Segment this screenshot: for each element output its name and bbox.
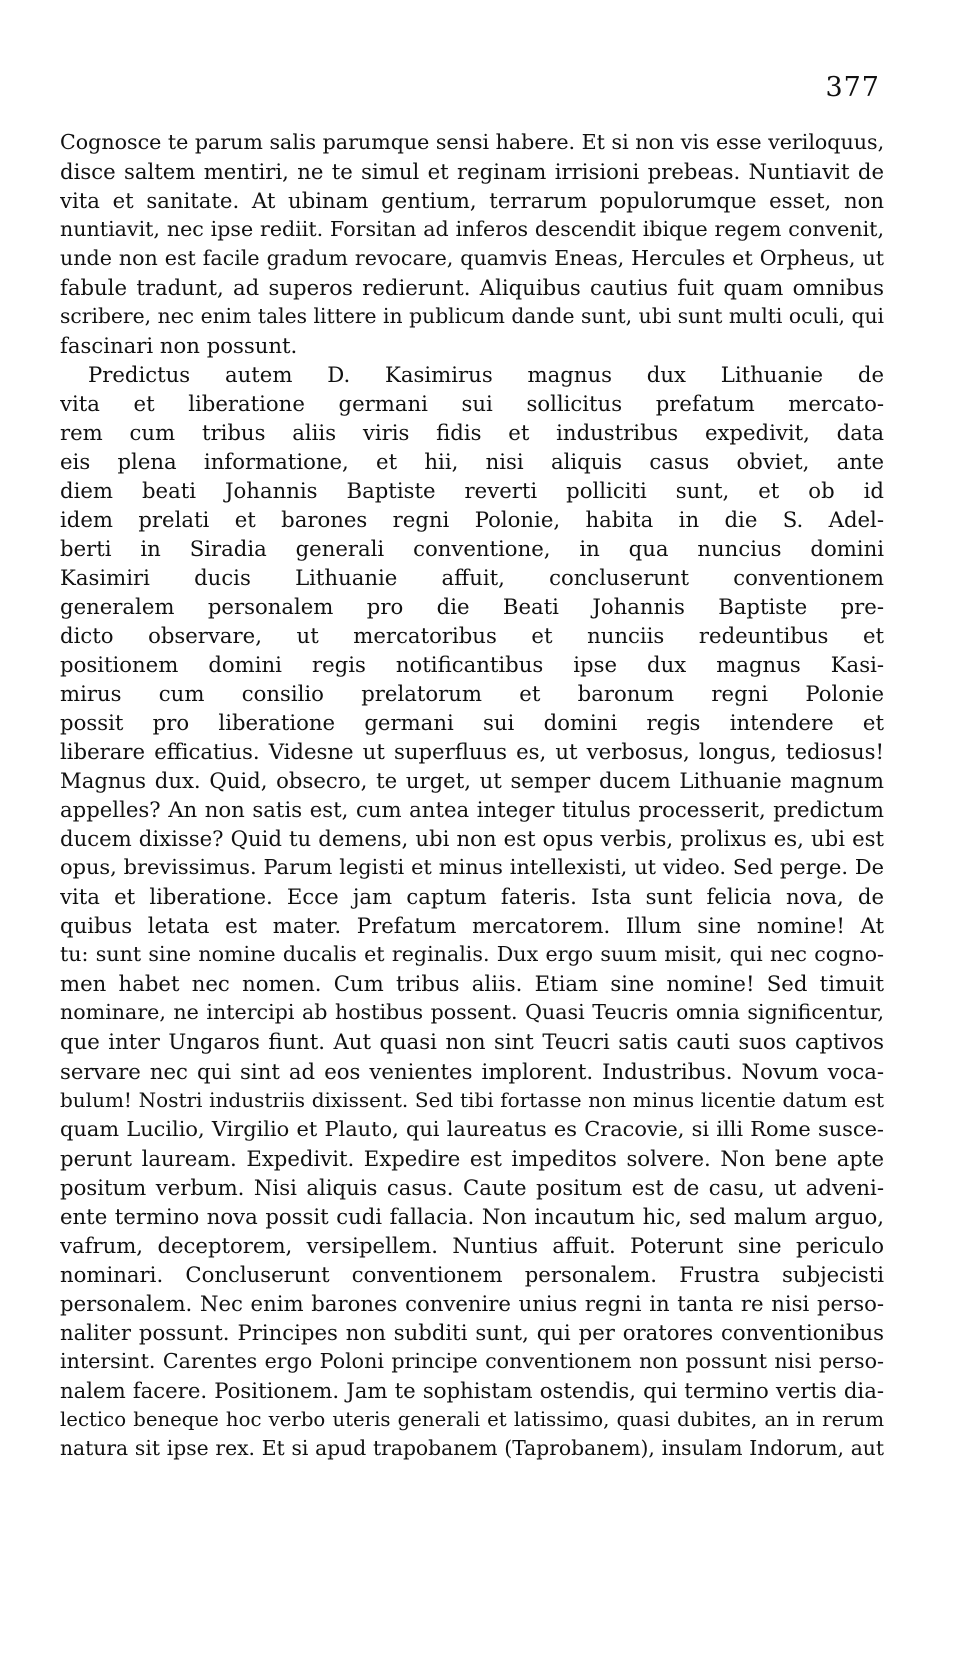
text-line: fascinari non possunt. <box>60 333 298 359</box>
text-line: positionem domini regis notificantibus ipse dux magnus Kasi- <box>60 652 884 678</box>
text-line: que inter Ungaros fiunt. Aut quasi non sint Teucri satis cauti suos captivos <box>60 1029 884 1055</box>
text-line: naliter possunt. Principes non subditi sunt, qui per oratores conventionibus <box>60 1319 884 1345</box>
text-line: perunt lauream. Expedivit. Expedire est impeditos solvere. Non bene apte <box>60 1145 884 1171</box>
text-line: appelles? An non satis est, cum antea integer titulus processerit, predictum <box>60 797 884 823</box>
text-line: vafrum, deceptorem, versipellem. Nuntius affuit. Poterunt sine periculo <box>60 1232 884 1258</box>
text-line: Predictus autem D. Kasimirus magnus dux Lithuanie de <box>88 362 884 388</box>
text-line: liberare efficatius. Videsne ut superfluus es, ut verbosus, longus, tediosus! <box>60 739 884 765</box>
text-line: vita et liberatione. Ecce jam captum fateris. Ista sunt felicia nova, de <box>60 884 884 910</box>
text-line: men habet nec nomen. Cum tribus aliis. Etiam sine nomine! Sed timuit <box>60 971 884 997</box>
text-line: nuntiavit, nec ipse rediit. Forsitan ad inferos descendit ibique regem convenit, <box>60 217 884 242</box>
text-line: rem cum tribus aliis viris fidis et industribus expedivit, data <box>60 420 884 446</box>
text-line: opus, brevissimus. Parum legisti et minus intellexisti, ut video. Sed perge. De <box>60 855 884 880</box>
text-line: bulum! Nostri industriis dixissent. Sed tibi fortasse non minus licentie datum est <box>60 1087 884 1112</box>
text-line: ducem dixisse? Quid tu demens, ubi non est opus verbis, prolixus es, ubi est <box>60 826 884 852</box>
text-line: mirus cum consilio prelatorum et baronum regni Polonie <box>60 681 884 707</box>
text-line: nalem facere. Positionem. Jam te sophistam ostendis, qui termino vertis dia- <box>60 1377 884 1403</box>
text-line: vita et sanitate. At ubinam gentium, terrarum populorumque esset, non <box>60 188 884 214</box>
text-line: Magnus dux. Quid, obsecro, te urget, ut semper ducem Lithuanie magnum <box>60 768 884 794</box>
text-line: Kasimiri ducis Lithuanie affuit, concluserunt conventionem <box>60 565 884 591</box>
text-line: dicto observare, ut mercatoribus et nunciis redeuntibus et <box>60 623 884 649</box>
page-number: 377 <box>825 72 880 103</box>
text-line: lectico beneque hoc verbo uteris generali et latissimo, quasi dubites, an in rerum <box>60 1407 884 1431</box>
text-line: tu: sunt sine nomine ducalis et reginalis. Dux ergo suum misit, qui nec cogno- <box>60 942 884 967</box>
text-line: ente termino nova possit cudi fallacia. Non incautum hic, sed malum arguo, <box>60 1203 884 1229</box>
text-line: eis plena informatione, et hii, nisi aliquis casus obviet, ante <box>60 449 884 475</box>
text-line: scribere, nec enim tales littere in publicum dande sunt, ubi sunt multi oculi, qui <box>60 304 884 329</box>
text-line: nominare, ne intercipi ab hostibus possent. Quasi Teucris omnia significentur, <box>60 1000 884 1025</box>
text-line: nominari. Concluserunt conventionem personalem. Frustra subjecisti <box>60 1261 884 1287</box>
text-line: generalem personalem pro die Beati Johannis Baptiste pre- <box>60 594 884 620</box>
text-line: positum verbum. Nisi aliquis casus. Caute positum est de casu, ut adveni- <box>60 1174 884 1200</box>
text-line: intersint. Carentes ergo Poloni principe conventionem non possunt nisi perso- <box>60 1348 884 1373</box>
text-line: berti in Siradia generali conventione, in qua nuncius domini <box>60 536 884 562</box>
text-line: quam Lucilio, Virgilio et Plauto, qui laureatus es Cracovie, si illi Rome susce- <box>60 1116 884 1141</box>
text-line: vita et liberatione germani sui sollicitus prefatum mercato- <box>60 391 884 417</box>
text-line: servare nec qui sint ad eos venientes implorent. Industribus. Novum voca- <box>60 1058 884 1084</box>
text-line: disce saltem mentiri, ne te simul et reginam irrisioni prebeas. Nuntiavit de <box>60 159 884 185</box>
text-line: quibus letata est mater. Prefatum mercatorem. Illum sine nomine! At <box>60 913 884 939</box>
text-line: idem prelati et barones regni Polonie, habita in die S. Adel- <box>60 507 884 533</box>
text-line: Cognosce te parum salis parumque sensi habere. Et si non vis esse veriloquus, <box>60 130 884 154</box>
text-line: possit pro liberatione germani sui domini regis intendere et <box>60 710 884 736</box>
text-line: natura sit ipse rex. Et si apud trapobanem (Taprobanem), insulam Indorum, aut <box>60 1435 884 1460</box>
text-line: unde non est facile gradum revocare, quamvis Eneas, Hercules et Orpheus, ut <box>60 246 884 271</box>
text-line: fabule tradunt, ad superos redierunt. Aliquibus cautius fuit quam omnibus <box>60 275 884 301</box>
body-text <box>60 128 884 1463</box>
text-line: personalem. Nec enim barones convenire unius regni in tanta re nisi perso- <box>60 1290 884 1316</box>
text-line: diem beati Johannis Baptiste reverti polliciti sunt, et ob id <box>60 478 884 504</box>
